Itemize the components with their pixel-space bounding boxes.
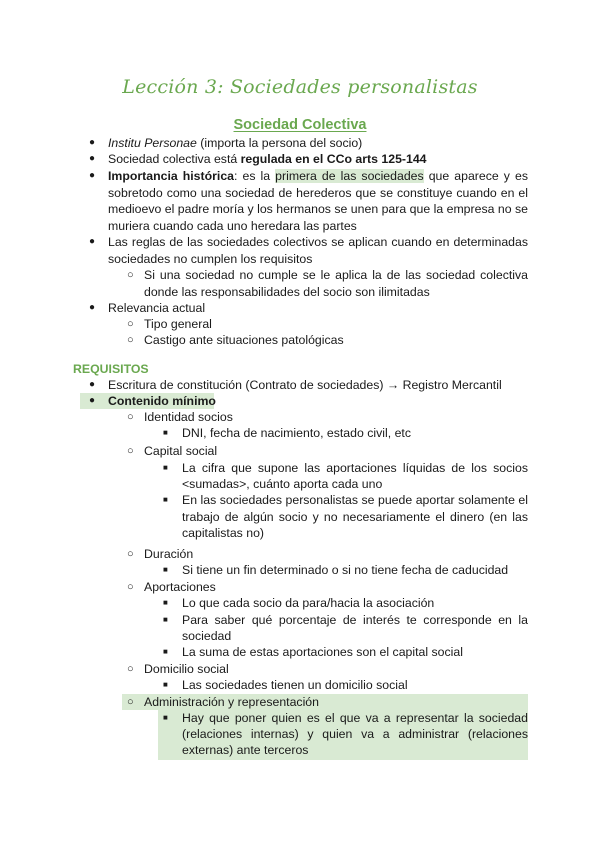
item-text: Tipo general	[144, 317, 212, 331]
list-item	[0, 694, 528, 710]
bullet-icon: ●	[89, 302, 96, 313]
item-text: En las sociedades personalistas se puede aportar solamente el trabajo de algún socio y no necesariamente el dinero (en las capitalistas no)	[182, 493, 528, 540]
bullet-icon: ●	[89, 379, 96, 390]
item-text: Administración y representación	[144, 695, 319, 709]
list-item	[0, 393, 528, 409]
list-item	[0, 492, 528, 546]
section-subtitle: Sociedad Colectiva	[233, 117, 367, 133]
item-italic: Institu Personae	[108, 136, 197, 150]
bullet-icon: ●	[89, 170, 96, 181]
bullet-icon: ■	[163, 598, 168, 607]
list-item	[0, 644, 528, 661]
bullet-icon: ■	[163, 428, 168, 437]
item-text: Las reglas de las sociedades colectivos se aplican cuando en determinadas sociedades no cumplen los requisitos	[108, 235, 528, 266]
item-text: La cifra que supone las aportaciones líquidas de los socios <sumadas>, cuánto aporta cada uno	[182, 461, 528, 491]
item-text: (importa la persona del socio)	[196, 136, 363, 150]
list-item	[0, 562, 542, 579]
item-text: que aparece y es sobretodo como una sociedad de herederos que se constituye cuando en el medioevo el padre moría y los hermanos se unen para que la empresa no se muriera cuando cada uno heredara las partes	[108, 169, 528, 233]
bullet-icon: ○	[127, 696, 134, 708]
bullet-icon: ○	[127, 548, 134, 560]
list-item	[0, 316, 528, 332]
list-item	[0, 300, 528, 316]
item-text: Relevancia actual	[108, 301, 206, 315]
section-heading: REQUISITOS	[73, 362, 149, 376]
list-item	[0, 425, 528, 443]
item-text: Duración	[144, 547, 194, 561]
item-text: DNI, fecha de nacimiento, estado civil, etc	[182, 426, 411, 440]
item-text: Aportaciones	[144, 580, 216, 594]
item-text: Para saber qué porcentaje de interés te corresponde en la sociedad	[182, 613, 528, 643]
bullet-icon: ■	[163, 495, 168, 504]
list-item	[0, 151, 528, 168]
page-title: Lección 3: Sociedades personalistas	[122, 76, 478, 98]
item-text: Hay que poner quien es el que va a representar la sociedad (relaciones internas) y quien va a administrar (relaciones externas) ante terceros	[182, 711, 528, 757]
bullet-icon: ○	[127, 663, 134, 675]
bullet-icon: ■	[163, 463, 168, 472]
item-text: Si tiene un fin determinado o si no tiene fecha de caducidad	[182, 563, 509, 577]
item-text: Si una sociedad no cumple se le aplica la de las sociedad colectiva donde las responsabilidades del socio son ilimitadas	[144, 268, 528, 299]
list-item	[0, 677, 528, 694]
list-item	[0, 377, 548, 393]
list-item	[0, 546, 528, 562]
intro-list	[0, 135, 528, 348]
bullet-icon: ○	[127, 334, 134, 346]
list-item	[0, 460, 528, 492]
item-bold: Importancia histórica	[108, 169, 235, 183]
item-text: Castigo ante situaciones patológicas	[144, 333, 344, 347]
bullet-icon: ■	[163, 615, 168, 624]
bullet-icon: ○	[127, 581, 134, 593]
bullet-icon: ■	[163, 713, 168, 722]
bullet-icon: ○	[127, 269, 134, 281]
bullet-icon: ■	[163, 647, 168, 656]
list-item	[0, 168, 528, 234]
highlighted-text: primera de las sociedades	[275, 169, 424, 183]
list-item	[0, 612, 528, 644]
requisitos-list	[0, 377, 548, 760]
bullet-icon: ●	[89, 137, 96, 148]
list-item	[0, 661, 528, 677]
list-item	[0, 443, 528, 460]
list-item	[0, 135, 528, 151]
item-bold: Contenido mínimo	[108, 394, 216, 408]
bullet-icon: ○	[127, 445, 134, 457]
list-item	[0, 579, 528, 595]
bullet-icon: ■	[163, 680, 168, 689]
list-item	[0, 595, 528, 612]
list-item	[0, 332, 528, 348]
item-text: : es la	[234, 169, 276, 183]
bullet-icon: ●	[89, 153, 96, 164]
item-text: Capital social	[144, 444, 218, 458]
bullet-icon: ○	[127, 411, 134, 423]
bullet-icon: ●	[89, 395, 96, 406]
item-text: Sociedad colectiva está	[108, 152, 241, 166]
item-text: Las sociedades tienen un domicilio social	[182, 678, 408, 692]
bullet-icon: ■	[163, 565, 168, 574]
item-text: Domicilio social	[144, 662, 229, 676]
bullet-icon: ●	[89, 236, 96, 247]
item-text: Escritura de constitución (Contrato de sociedades) → Registro Mercantil	[108, 378, 502, 392]
item-text: Identidad socios	[144, 410, 233, 424]
item-text: La suma de estas aportaciones son el capital social	[182, 645, 463, 659]
item-text: Lo que cada socio da para/hacia la asociación	[182, 596, 435, 610]
list-item	[0, 267, 528, 300]
bullet-icon: ○	[127, 318, 134, 330]
list-item	[0, 710, 528, 760]
list-item	[0, 409, 528, 425]
item-bold: regulada en el CCo arts 125-144	[240, 152, 427, 166]
list-item	[0, 234, 528, 267]
